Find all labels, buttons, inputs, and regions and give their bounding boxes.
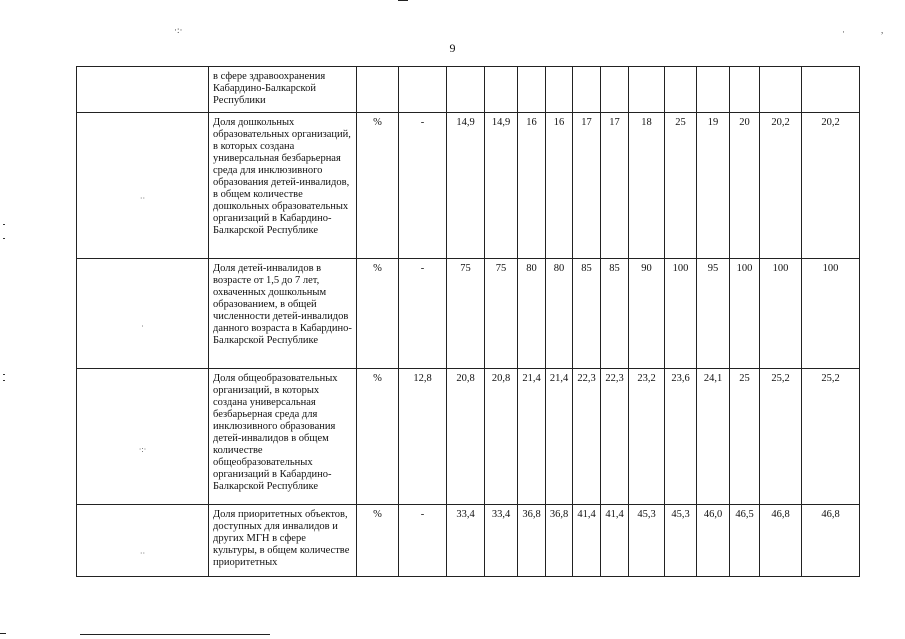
row-mark: ·· bbox=[77, 113, 209, 259]
value-cell: 25 bbox=[665, 113, 697, 259]
unit-cell: % bbox=[357, 505, 399, 577]
value-cell: 100 bbox=[730, 259, 760, 369]
value-cell: 80 bbox=[518, 259, 546, 369]
value-cell: 20,8 bbox=[485, 369, 518, 505]
value-cell bbox=[629, 67, 665, 113]
value-cell: 46,5 bbox=[730, 505, 760, 577]
value-cell: - bbox=[399, 259, 447, 369]
scan-dash-bottom bbox=[0, 633, 6, 634]
value-cell bbox=[730, 67, 760, 113]
value-cell: 75 bbox=[485, 259, 518, 369]
scan-margin-tick bbox=[3, 380, 5, 381]
value-cell: 16 bbox=[546, 113, 573, 259]
value-cell: 41,4 bbox=[601, 505, 629, 577]
value-cell: 33,4 bbox=[447, 505, 485, 577]
value-cell: 80 bbox=[546, 259, 573, 369]
value-cell: 18 bbox=[629, 113, 665, 259]
value-cell: 23,6 bbox=[665, 369, 697, 505]
value-cell: 19 bbox=[697, 113, 730, 259]
value-cell: 17 bbox=[601, 113, 629, 259]
value-cell: 22,3 bbox=[601, 369, 629, 505]
table-row bbox=[77, 113, 860, 259]
page-number: 9 bbox=[449, 41, 456, 55]
scan-speck: ·:· bbox=[174, 25, 183, 35]
indicator-name: в сфере здравоохранения Кабардино-Балкарской Республики bbox=[209, 67, 357, 113]
scan-margin-tick bbox=[3, 374, 5, 375]
row-mark: ·· bbox=[77, 505, 209, 577]
value-cell bbox=[697, 67, 730, 113]
unit-cell: % bbox=[357, 259, 399, 369]
value-cell: - bbox=[399, 505, 447, 577]
unit-cell bbox=[357, 67, 399, 113]
value-cell bbox=[518, 67, 546, 113]
value-cell: 100 bbox=[802, 259, 860, 369]
value-cell: 46,0 bbox=[697, 505, 730, 577]
value-cell bbox=[802, 67, 860, 113]
value-cell: 16 bbox=[518, 113, 546, 259]
scan-dash-top bbox=[398, 0, 408, 1]
value-cell: 33,4 bbox=[485, 505, 518, 577]
scan-speck: , bbox=[881, 25, 884, 35]
scan-speck: · bbox=[842, 27, 845, 37]
table-row bbox=[77, 369, 860, 505]
value-cell: 85 bbox=[573, 259, 601, 369]
value-cell bbox=[546, 67, 573, 113]
value-cell: 20 bbox=[730, 113, 760, 259]
value-cell bbox=[760, 67, 802, 113]
value-cell bbox=[665, 67, 697, 113]
value-cell: 36,8 bbox=[518, 505, 546, 577]
indicators-table bbox=[76, 66, 860, 577]
value-cell: 17 bbox=[573, 113, 601, 259]
table-row bbox=[77, 505, 860, 577]
indicator-name: Доля общеобразовательных организаций, в которых создана универсальная безбарьерная среда для инклюзивного образования детей-инвалидов в общем количестве общеобразовательных организаций в Кабардино-Балкарской Республике bbox=[209, 369, 357, 505]
value-cell: 14,9 bbox=[485, 113, 518, 259]
value-cell: 25,2 bbox=[760, 369, 802, 505]
value-cell: 100 bbox=[760, 259, 802, 369]
value-cell: 100 bbox=[665, 259, 697, 369]
table-row bbox=[77, 67, 860, 113]
scan-margin-tick bbox=[3, 238, 5, 239]
footnote-separator bbox=[80, 634, 270, 635]
value-cell: 24,1 bbox=[697, 369, 730, 505]
row-mark bbox=[77, 67, 209, 113]
unit-cell: % bbox=[357, 369, 399, 505]
value-cell: 46,8 bbox=[802, 505, 860, 577]
value-cell: 25,2 bbox=[802, 369, 860, 505]
value-cell: 21,4 bbox=[518, 369, 546, 505]
row-mark: · bbox=[77, 259, 209, 369]
value-cell: 41,4 bbox=[573, 505, 601, 577]
value-cell: - bbox=[399, 113, 447, 259]
indicator-name: Доля детей-инвалидов в возрасте от 1,5 до 7 лет, охваченных дошкольным образованием, в общей численности детей-инвалидов данного возраста в Кабардино-Балкарской Республике bbox=[209, 259, 357, 369]
unit-cell: % bbox=[357, 113, 399, 259]
value-cell: 90 bbox=[629, 259, 665, 369]
value-cell: 20,2 bbox=[802, 113, 860, 259]
value-cell: 36,8 bbox=[546, 505, 573, 577]
value-cell bbox=[601, 67, 629, 113]
row-mark: ·:· bbox=[77, 369, 209, 505]
value-cell: 85 bbox=[601, 259, 629, 369]
value-cell: 25 bbox=[730, 369, 760, 505]
value-cell bbox=[399, 67, 447, 113]
value-cell bbox=[573, 67, 601, 113]
value-cell: 45,3 bbox=[665, 505, 697, 577]
value-cell bbox=[485, 67, 518, 113]
scan-margin-tick bbox=[3, 224, 5, 225]
value-cell: 45,3 bbox=[629, 505, 665, 577]
value-cell: 20,8 bbox=[447, 369, 485, 505]
value-cell: 23,2 bbox=[629, 369, 665, 505]
value-cell: 46,8 bbox=[760, 505, 802, 577]
value-cell: 22,3 bbox=[573, 369, 601, 505]
value-cell: 14,9 bbox=[447, 113, 485, 259]
value-cell: 95 bbox=[697, 259, 730, 369]
indicator-name: Доля дошкольных образовательных организаций, в которых создана универсальная безбарьерная среда для инклюзивного образования детей-инвалидов, в общем количестве дошкольных образовательных организаций в Кабардино-Балкарской Республике bbox=[209, 113, 357, 259]
table-row bbox=[77, 259, 860, 369]
value-cell bbox=[447, 67, 485, 113]
value-cell: 20,2 bbox=[760, 113, 802, 259]
value-cell: 21,4 bbox=[546, 369, 573, 505]
indicator-name: Доля приоритетных объектов, доступных для инвалидов и других МГН в сфере культуры, в общем количестве приоритетных bbox=[209, 505, 357, 577]
value-cell: 12,8 bbox=[399, 369, 447, 505]
value-cell: 75 bbox=[447, 259, 485, 369]
